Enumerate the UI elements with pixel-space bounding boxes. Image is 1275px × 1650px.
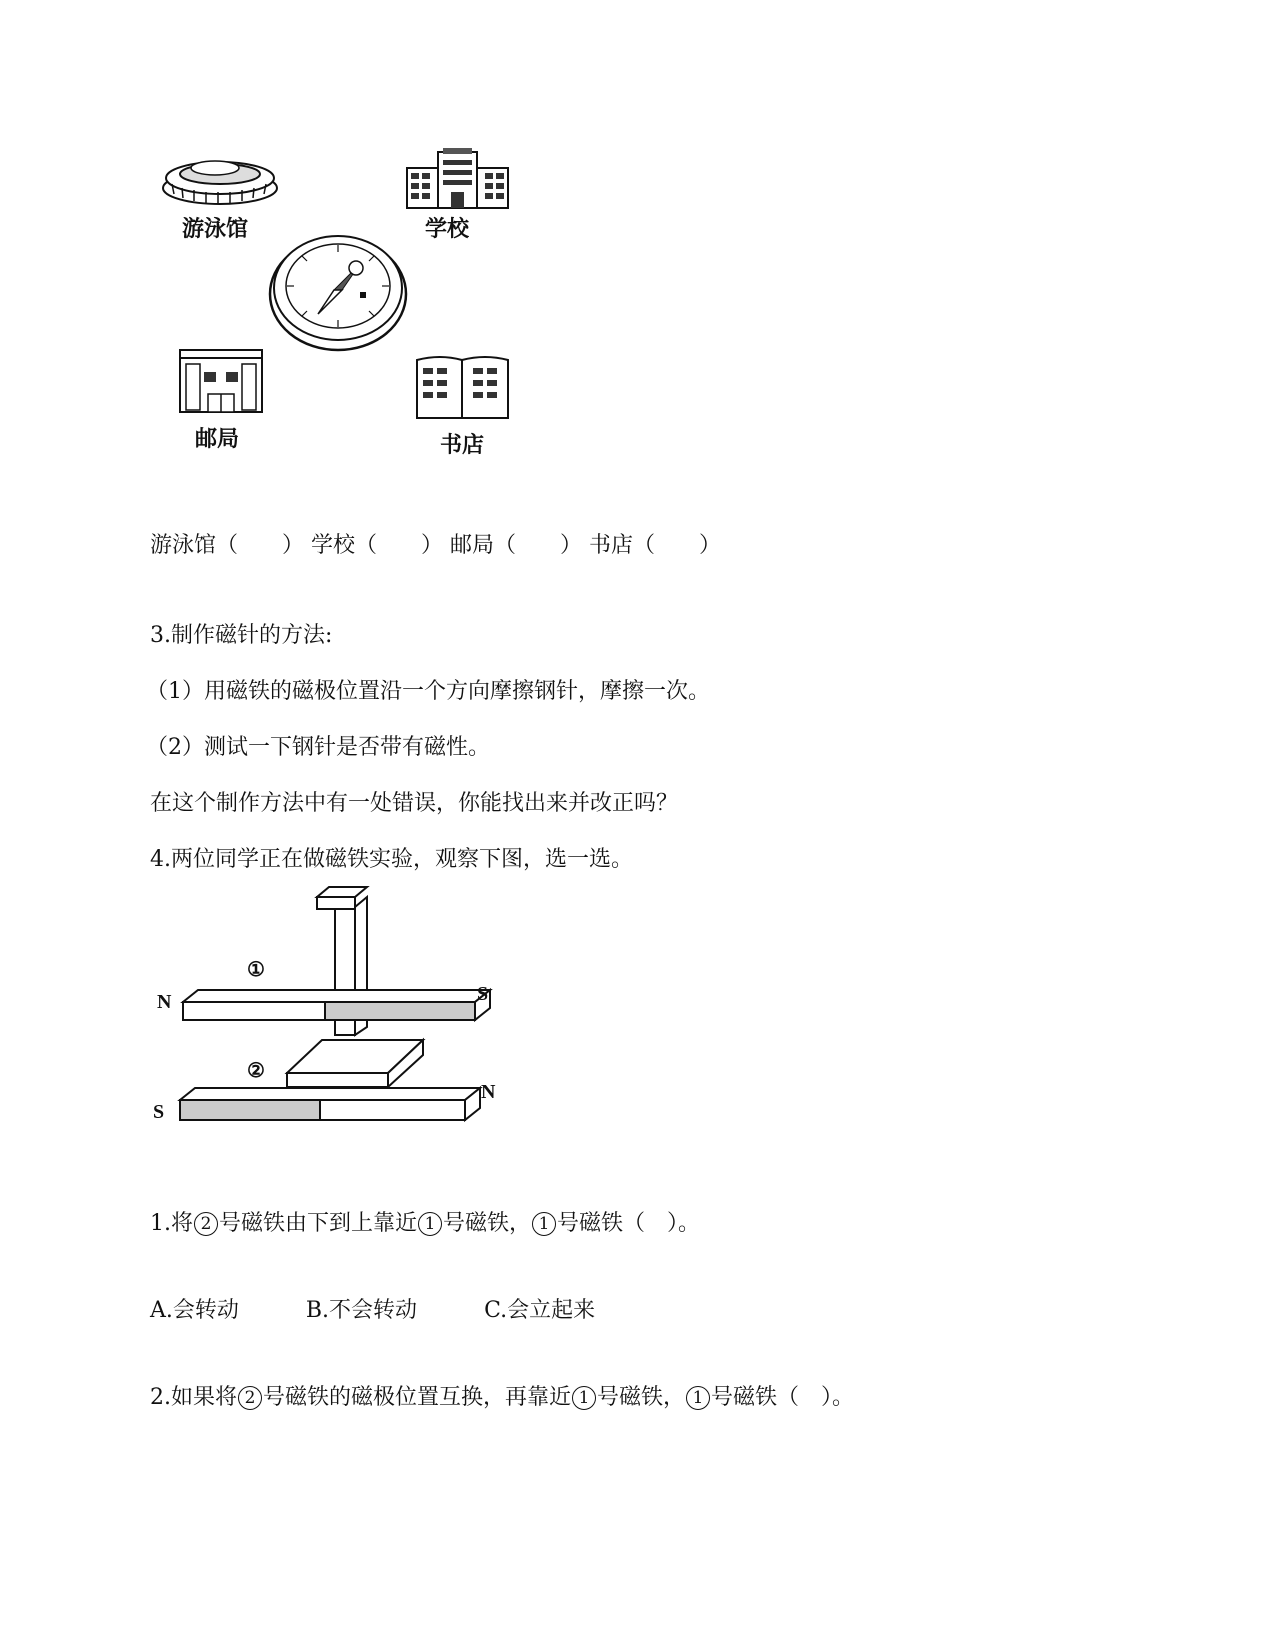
bookstore-label: 书店 (440, 432, 485, 458)
school-label: 学校 (425, 216, 470, 242)
magnet-figure (155, 885, 515, 1155)
bookstore-icon (415, 352, 510, 420)
circled-number: 1 (572, 1386, 596, 1410)
circled-number: 2 (194, 1212, 218, 1236)
answer-swimming-pool: 游泳馆（ ） (150, 533, 305, 558)
option-a: A.会转动 (150, 1298, 239, 1323)
q3-question: 在这个制作方法中有一处错误，你能找出来并改正吗？ (150, 791, 679, 816)
post-office-label: 邮局 (195, 426, 240, 452)
circled-number: 1 (418, 1212, 442, 1236)
magnet-stand-drawing (155, 885, 515, 1155)
school-icon (405, 148, 510, 210)
magnet1-left-pole: N (157, 991, 172, 1013)
q4-sub2: 2.如果将 2 号磁铁的磁极位置互换，再靠近 1 号磁铁， 1 号磁铁（ ）。 (150, 1385, 855, 1410)
circled-number: 2 (238, 1386, 262, 1410)
answer-post-office: 邮局（ ） (450, 533, 583, 558)
option-c: C.会立起来 (484, 1298, 596, 1323)
circled-number: 1 (532, 1212, 556, 1236)
compass-icon (268, 228, 408, 353)
answer-bookstore: 书店（ ） (589, 533, 722, 558)
swimming-pool-icon (160, 148, 280, 208)
q3-step1: （1）用磁铁的磁极位置沿一个方向摩擦钢针，摩擦一次。 (146, 679, 710, 704)
q3-step2: （2）测试一下钢针是否带有磁性。 (146, 735, 490, 760)
q4-title: 4.两位同学正在做磁铁实验，观察下图，选一选。 (150, 847, 633, 872)
magnet2-number: ② (247, 1060, 265, 1082)
q4-sub1: 1.将 2 号磁铁由下到上靠近 1 号磁铁， 1 号磁铁（ ）。 (150, 1211, 701, 1236)
magnet2-right-pole: N (481, 1081, 496, 1103)
circled-number: 1 (686, 1386, 710, 1410)
answer-line (150, 528, 721, 559)
q4-sub1-options (150, 1293, 655, 1324)
magnet1-right-pole: S (477, 983, 489, 1005)
magnet2-left-pole: S (153, 1101, 165, 1123)
magnet1-number: ① (247, 959, 265, 981)
map-figure (150, 140, 550, 480)
answer-school: 学校（ ） (311, 533, 444, 558)
post-office-icon (178, 348, 264, 414)
q3-title: 3.制作磁针的方法: (150, 623, 333, 648)
swimming-pool-label: 游泳馆 (182, 216, 249, 242)
option-b: B.不会转动 (305, 1298, 418, 1323)
